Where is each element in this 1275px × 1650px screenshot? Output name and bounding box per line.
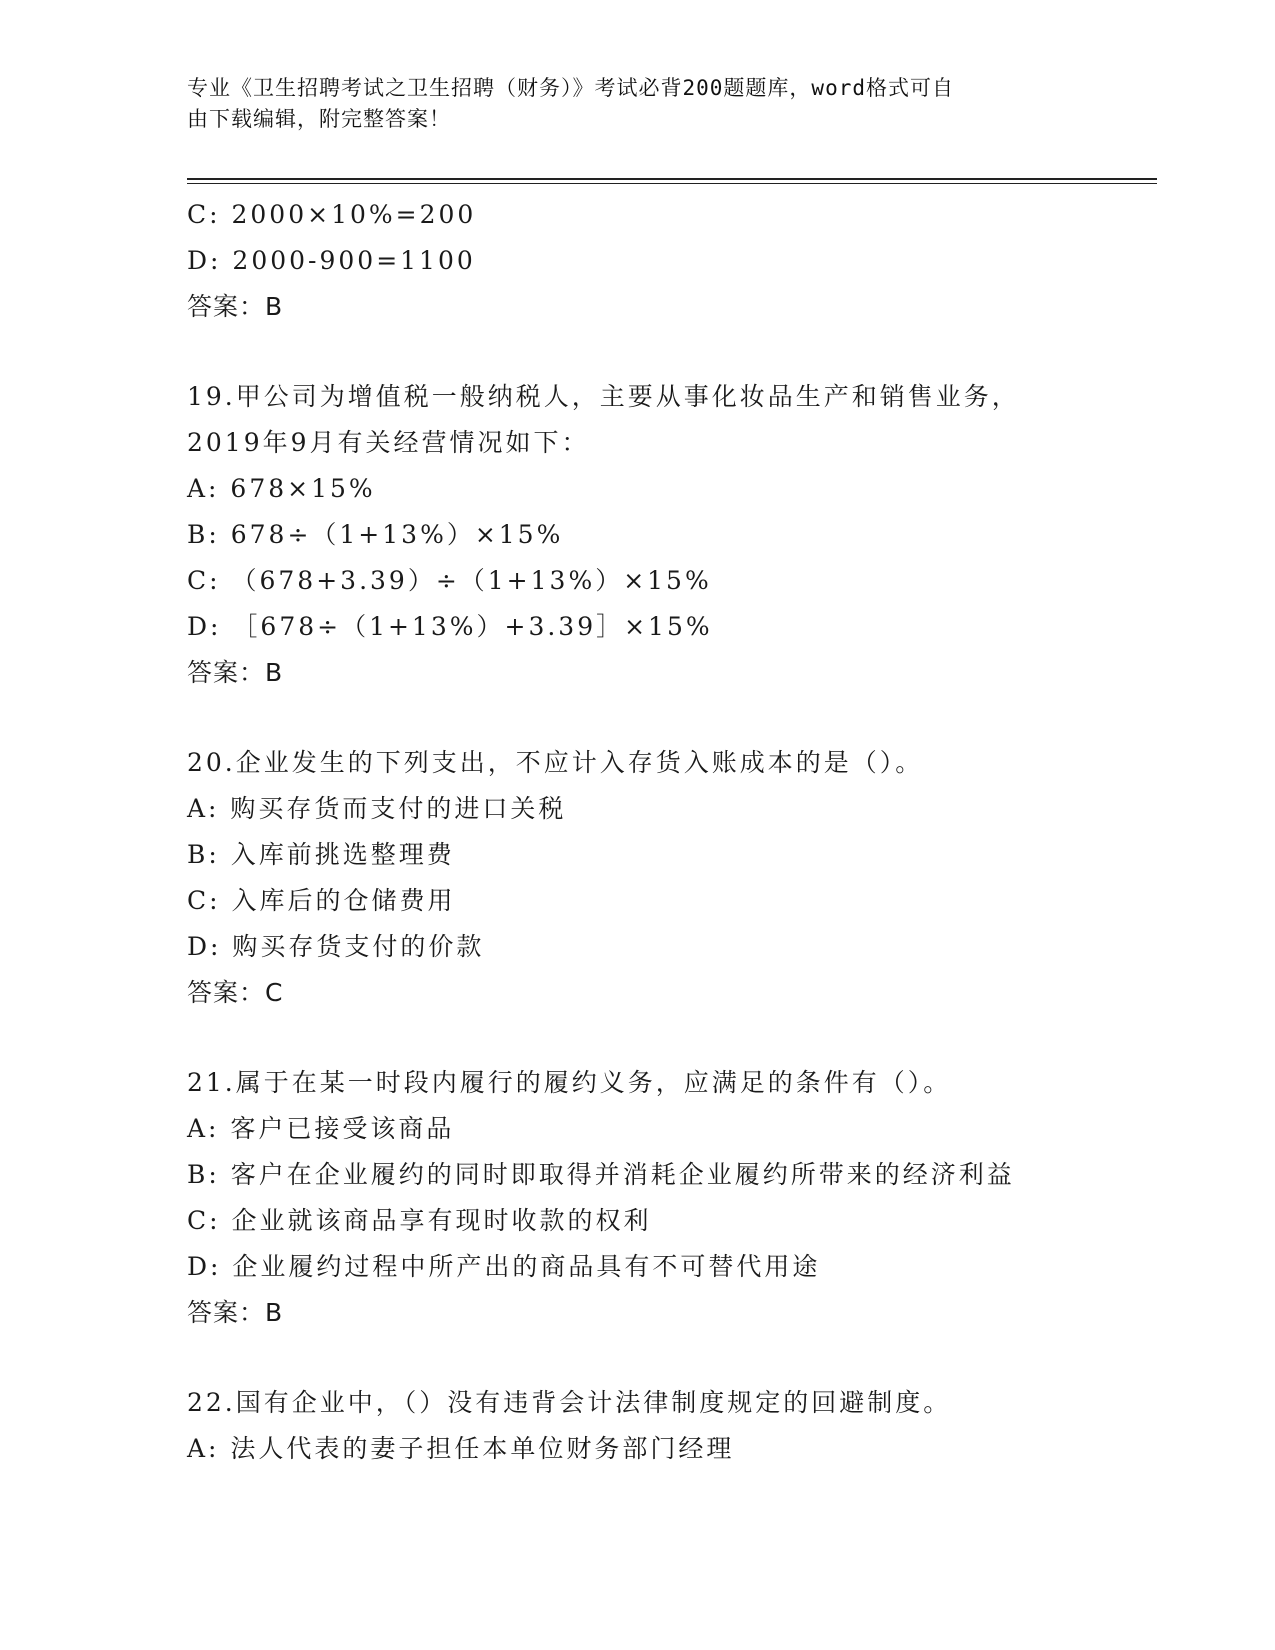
header-line-2: 由下载编辑，附完整答案！ [187,107,451,131]
question-text: 21.属于在某一时段内履行的履约义务，应满足的条件有（）。 [187,1068,952,1097]
header-divider-thin [187,183,1157,184]
question-text: 20.企业发生的下列支出，不应计入存货入账成本的是（）。 [187,748,924,777]
option-d: D: 2000-900=1100 [187,246,476,275]
document-header [187,73,1067,135]
question-text: 19.甲公司为增值税一般纳税人，主要从事化妆品生产和销售业务， [187,382,1020,411]
option-d: D: 购买存货支付的价款 [187,932,485,961]
option-c: C: 2000×10%=200 [187,200,477,229]
question-block [187,192,1147,330]
question-block [187,1380,1147,1472]
option-a: A: 购买存货而支付的进口关税 [187,794,567,823]
answer-line: 答案：B [187,1298,284,1327]
option-a: A: 法人代表的妻子担任本单位财务部门经理 [187,1434,735,1463]
option-d: D: ［678÷（1+13%）+3.39］×15% [187,612,713,641]
question-block [187,374,1147,696]
question-block [187,1060,1147,1336]
option-b: B: 入库前挑选整理费 [187,840,455,869]
header-divider [187,178,1157,180]
question-text: 22.国有企业中，（）没有违背会计法律制度规定的回避制度。 [187,1388,952,1417]
option-c: C: 入库后的仓储费用 [187,886,456,915]
option-c: C: 企业就该商品享有现时收款的权利 [187,1206,652,1235]
option-c: C: （678+3.39）÷（1+13%）×15% [187,566,712,595]
option-b: B: 客户在企业履约的同时即取得并消耗企业履约所带来的经济利益 [187,1160,1015,1189]
answer-line: 答案：B [187,292,284,321]
question-list [187,192,1147,1472]
option-d: D: 企业履约过程中所产出的商品具有不可替代用途 [187,1252,821,1281]
option-a: A: 678×15% [187,474,376,503]
question-block [187,740,1147,1016]
answer-line: 答案：C [187,978,284,1007]
answer-line: 答案：B [187,658,284,687]
option-b: B: 678÷（1+13%）×15% [187,520,564,549]
option-a: A: 客户已接受该商品 [187,1114,455,1143]
header-line-1: 专业《卫生招聘考试之卫生招聘（财务）》考试必背200题题库，word格式可自 [187,76,954,100]
question-text-cont: 2019年9月有关经营情况如下： [187,428,590,457]
